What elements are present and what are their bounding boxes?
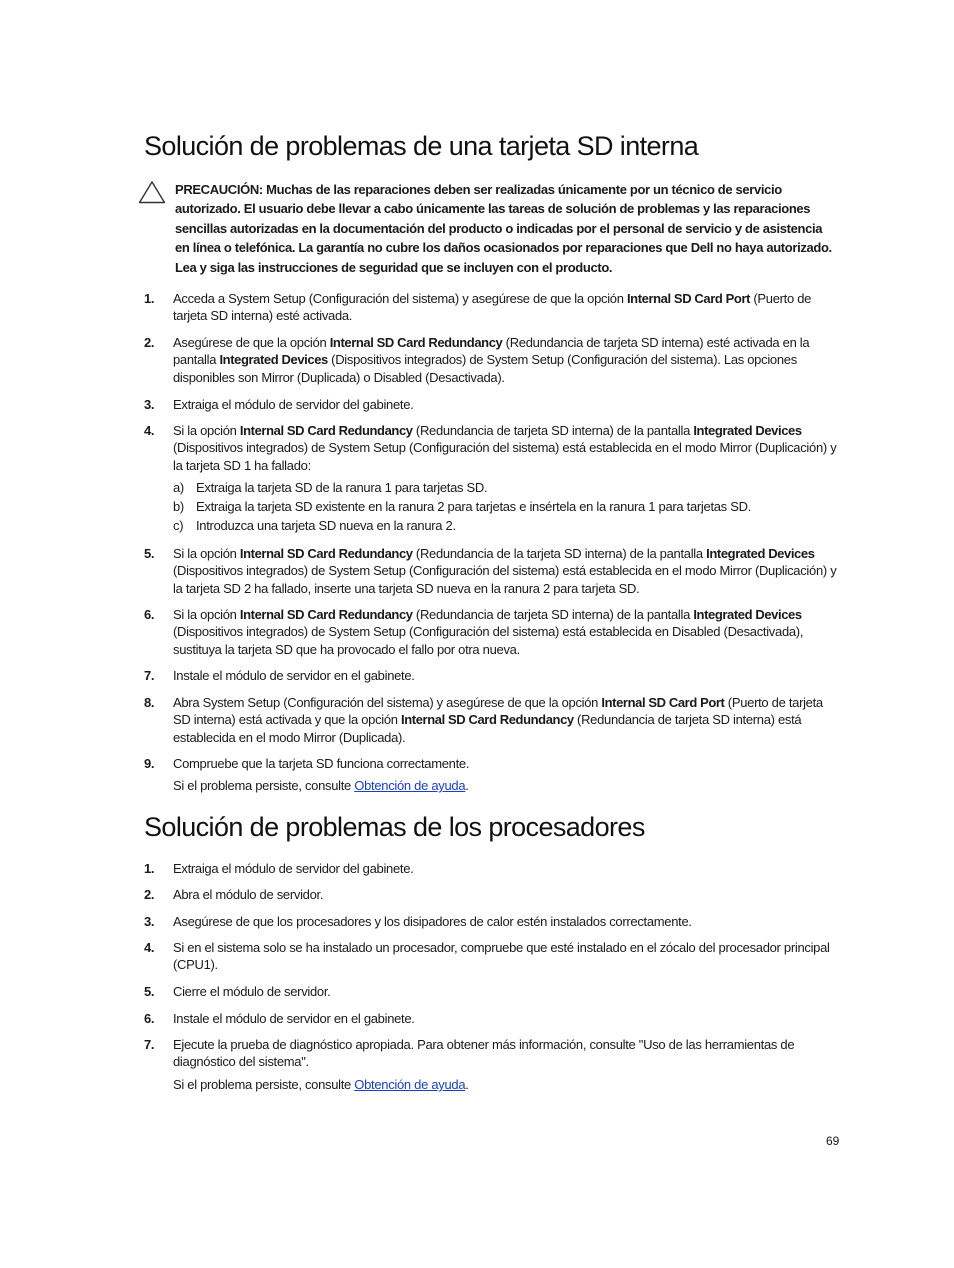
help-note: Si el problema persiste, consulte Obtención de ayuda.: [173, 1077, 469, 1092]
step-text: Extraiga el módulo de servidor del gabinete.: [173, 861, 414, 876]
step-text: Acceda a System Setup (Configuración del sistema) y asegúrese de que la opción Internal SD Card Port (Puerto de tarjeta SD interna) esté activada.: [173, 291, 812, 324]
step-number: 3.: [144, 914, 155, 929]
step-text: Instale el módulo de servidor en el gabinete.: [173, 668, 415, 683]
step-text: Cierre el módulo de servidor.: [173, 984, 331, 999]
step-text: Abra System Setup (Configuración del sistema) y asegúrese de que la opción Internal SD Card Port (Puerto de tarjeta SD interna) está activada y que la opción Internal SD Card Redundancy (Redundancia de tarjeta SD interna) está establecida en el modo Mirror (Duplicada).: [173, 695, 823, 745]
substep-text: Extraiga la tarjeta SD existente en la ranura 2 para tarjetas e insértela en la ranura 1 para tarjetas SD.: [196, 499, 751, 514]
step-number: 2.: [144, 335, 155, 350]
step-text: Abra el módulo de servidor.: [173, 887, 324, 902]
step-text: Asegúrese de que la opción Internal SD Card Redundancy (Redundancia de tarjeta SD interna) esté activada en la pantalla Integrated Devices (Dispositivos integrados) de System Setup (Configuración del sistema). Las opciones disponibles son Mirror (Duplicada) o Disabled (Desactivada).: [173, 335, 810, 385]
step-text: Ejecute la prueba de diagnóstico apropiada. Para obtener más información, consulte "Uso de las herramientas de diagnóstico del sistema".: [173, 1037, 795, 1070]
substep-letter: c): [173, 518, 184, 533]
substep-letter: b): [173, 499, 184, 514]
step-number: 3.: [144, 397, 155, 412]
step-number: 8.: [144, 695, 155, 710]
help-note: Si el problema persiste, consulte Obtención de ayuda.: [173, 778, 469, 793]
step-text: Extraiga el módulo de servidor del gabinete.: [173, 397, 414, 412]
step-number: 7.: [144, 668, 155, 683]
step-number: 6.: [144, 607, 155, 622]
step-number: 5.: [144, 984, 155, 999]
substep-text: Extraiga la tarjeta SD de la ranura 1 para tarjetas SD.: [196, 480, 488, 495]
step-number: 4.: [144, 423, 155, 438]
section-title-sd-card: Solución de problemas de una tarjeta SD interna: [144, 131, 699, 161]
caution-text: PRECAUCIÓN: Muchas de las reparaciones deben ser realizadas únicamente por un técnico de servicio autorizado. El usuario debe llevar a cabo únicamente las tareas de solución de problemas y las reparaciones sencillas autorizadas en la documentación del producto o indicadas por el personal de servicio y de asistencia en línea o telefónica. La garantía no cubre los daños ocasionados por reparaciones que Dell no haya autorizado. Lea y siga las instrucciones de seguridad que se incluyen con el producto.: [175, 182, 832, 275]
page-number: 69: [826, 1134, 840, 1148]
step-text: Compruebe que la tarjeta SD funciona correctamente.: [173, 756, 470, 771]
warning-triangle-icon: [138, 180, 166, 204]
step-text: Si la opción Internal SD Card Redundancy (Redundancia de tarjeta SD interna) de la pantalla Integrated Devices (Dispositivos integrados) de System Setup (Configuración del sistema) está establecida en el modo Mirror (Duplicación) y la tarjeta SD 1 ha fallado:: [173, 423, 837, 473]
step-text: Asegúrese de que los procesadores y los disipadores de calor estén instalados correctamente.: [173, 914, 692, 929]
help-link[interactable]: Obtención de ayuda: [354, 778, 466, 793]
step-number: 7.: [144, 1037, 155, 1052]
step-number: 1.: [144, 291, 155, 306]
step-text: Si la opción Internal SD Card Redundancy (Redundancia de la tarjeta SD interna) de la pantalla Integrated Devices (Dispositivos integrados) de System Setup (Configuración del sistema) está establecida en el modo Mirror (Duplicación) y la tarjeta SD 2 ha fallado, inserte una tarjeta SD nueva en la ranura 2 para tarjeta SD.: [173, 546, 837, 596]
section-title-processors: Solución de problemas de los procesadores: [144, 812, 645, 842]
step-number: 5.: [144, 546, 155, 561]
step-number: 1.: [144, 861, 155, 876]
step-number: 9.: [144, 756, 155, 771]
step-text: Instale el módulo de servidor en el gabinete.: [173, 1011, 415, 1026]
step-number: 4.: [144, 940, 155, 955]
help-link[interactable]: Obtención de ayuda: [354, 1077, 466, 1092]
step-text: Si en el sistema solo se ha instalado un procesador, compruebe que esté instalado en el zócalo del procesador principal (CPU1).: [173, 940, 830, 973]
substep-letter: a): [173, 480, 184, 495]
substep-text: Introduzca una tarjeta SD nueva en la ranura 2.: [196, 518, 456, 533]
step-number: 6.: [144, 1011, 155, 1026]
step-text: Si la opción Internal SD Card Redundancy (Redundancia de tarjeta SD interna) de la pantalla Integrated Devices (Dispositivos integrados) de System Setup (Configuración del sistema) está establecida en Disabled (Desactivada), sustituya la tarjeta SD que ha provocado el fallo por otra nueva.: [173, 607, 804, 657]
step-number: 2.: [144, 887, 155, 902]
